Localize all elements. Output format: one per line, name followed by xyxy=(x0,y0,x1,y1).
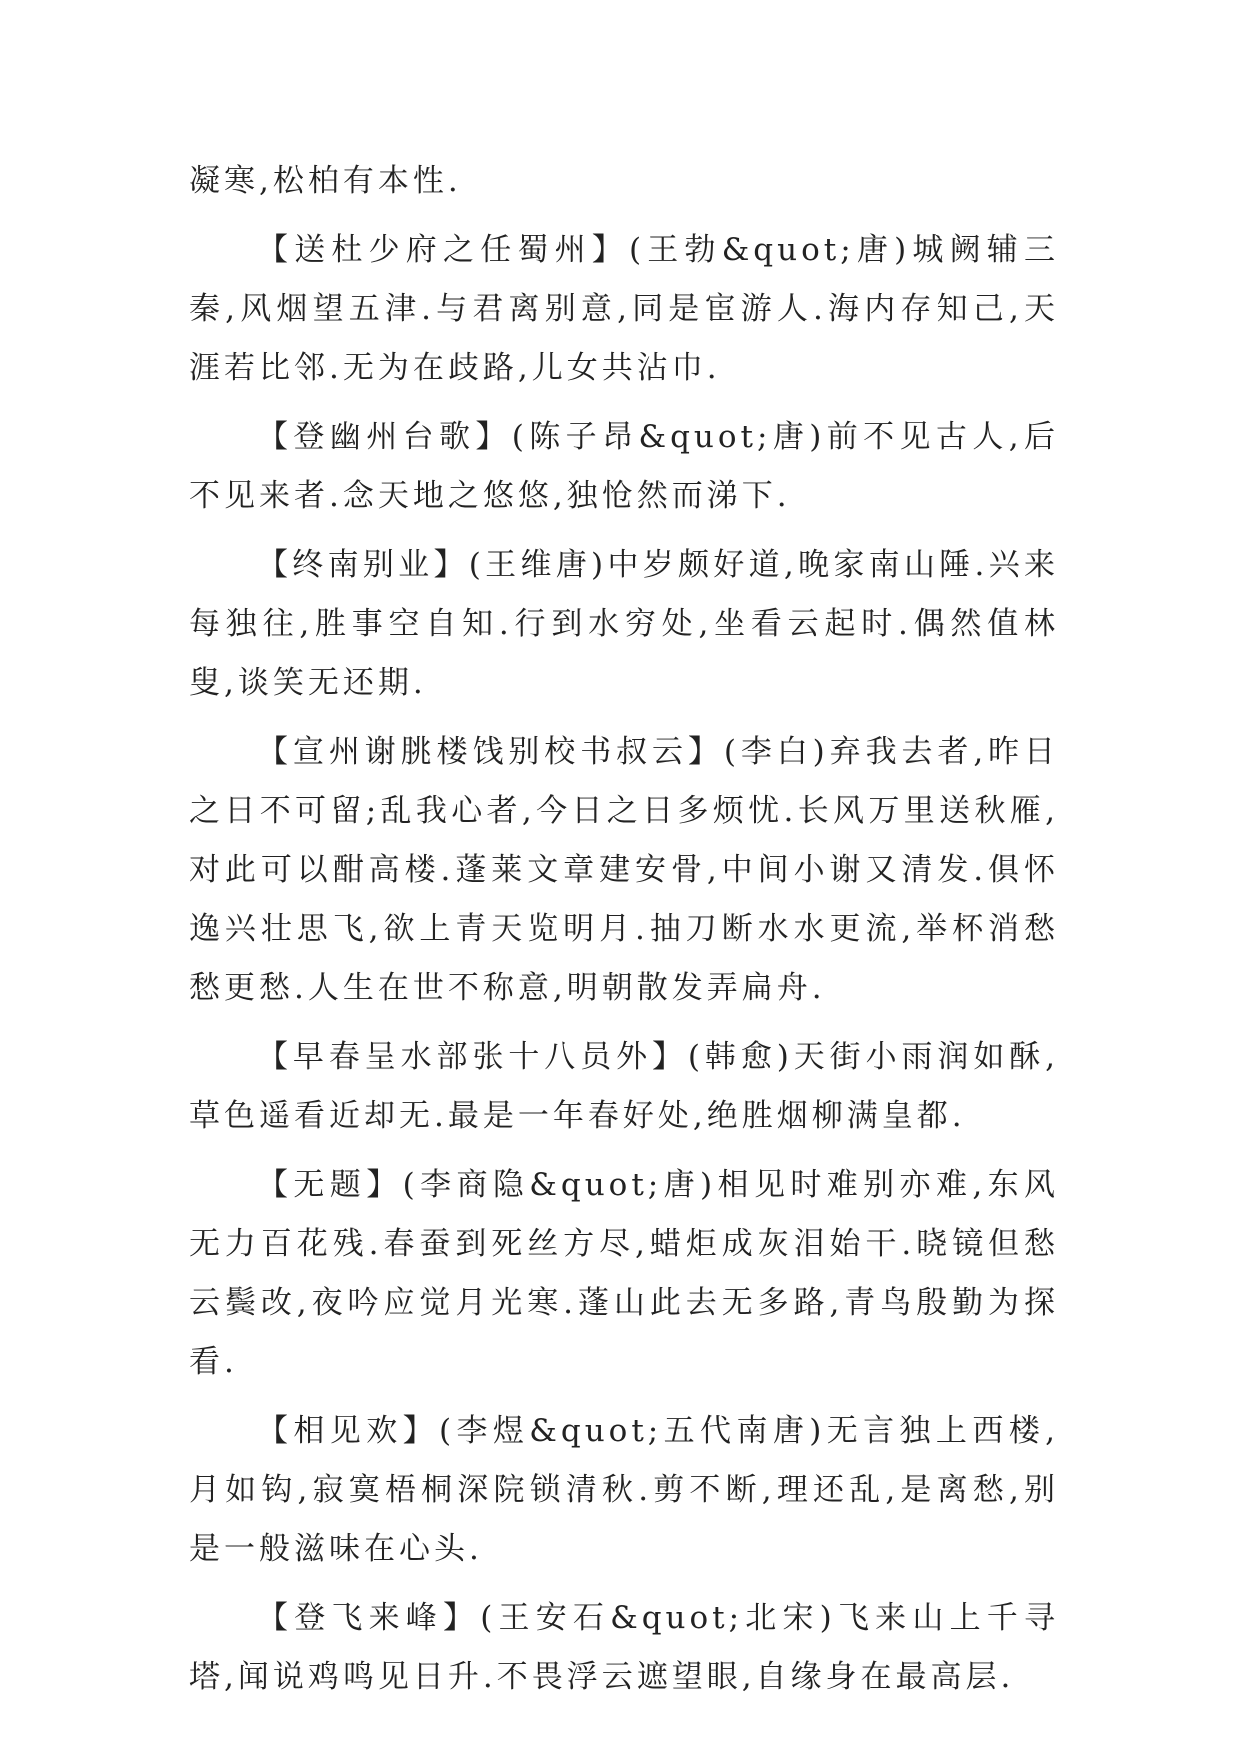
poem-heading: 【相见欢】(李煜&quot;五代南唐) xyxy=(257,1413,826,1449)
poem-text: 无言独上西楼,月如钩,寂寞梧桐深院锁清秋.剪不断,理还乱,是离愁,别是一般滋味在心头. xyxy=(189,1413,1059,1567)
poem-text: 天街小雨润如酥,草色遥看近却无.最是一年春好处,绝胜烟柳满皇都. xyxy=(189,1039,1060,1134)
poem-heading: 【送杜少府之任蜀州】(王勃&quot;唐) xyxy=(257,232,911,268)
poem-heading: 【早春呈水部张十八员外】(韩愈) xyxy=(257,1039,793,1075)
poem-text: 相见时难别亦难,东风无力百花残.春蚕到死丝方尽,蜡炬成灰泪始干.晓镜但愁云鬓改,夜吟应觉月光寒.蓬山此去无多路,青鸟殷勤为探看. xyxy=(189,1167,1059,1380)
document-body xyxy=(189,152,1059,1717)
poem-deng-youzhou-tai-ge xyxy=(189,408,1059,526)
poem-heading: 【终南别业】(王维唐) xyxy=(257,547,608,583)
poem-deng-feilai-feng xyxy=(189,1589,1059,1707)
poem-text: 飞来山上千寻塔,闻说鸡鸣见日升.不畏浮云遮望眼,自缘身在最高层. xyxy=(189,1600,1059,1695)
poem-heading: 【无题】(李商隐&quot;唐) xyxy=(257,1167,717,1203)
poem-heading: 【登飞来峰】(王安石&quot;北宋) xyxy=(257,1600,836,1636)
poem-text: 城阙辅三秦,风烟望五津.与君离别意,同是宦游人.海内存知己,天涯若比邻.无为在歧路,儿女共沾巾. xyxy=(189,232,1059,386)
poem-xiangjianhuan xyxy=(189,1402,1059,1579)
poem-zhongnan-bieye xyxy=(189,536,1059,713)
poem-xuanzhou-xietiao-lou xyxy=(189,723,1059,1018)
poem-text: 中岁颇好道,晚家南山陲.兴来每独往,胜事空自知.行到水穷处,坐看云起时.偶然值林叟,谈笑无还期. xyxy=(189,547,1060,701)
poem-song-du-shaofu xyxy=(189,221,1059,398)
poem-zaochun-cheng-shuibu xyxy=(189,1028,1059,1146)
poem-text: 前不见古人,后不见来者.念天地之悠悠,独怆然而涕下. xyxy=(189,419,1059,514)
poem-wuti xyxy=(189,1156,1059,1392)
poem-heading: 【登幽州台歌】(陈子昂&quot;唐) xyxy=(257,419,826,455)
opening-line: 凝寒,松柏有本性. xyxy=(189,163,462,199)
poem-heading: 【宣州谢朓楼饯别校书叔云】(李白) xyxy=(257,734,829,770)
poem-text: 弃我去者,昨日之日不可留;乱我心者,今日之日多烦忧.长风万里送秋雁,对此可以酣高楼.蓬莱文章建安骨,中间小谢又清发.俱怀逸兴壮思飞,欲上青天览明月.抽刀断水水更流,举杯消愁愁更愁.人生在世不称意,明朝散发弄扁舟. xyxy=(189,734,1059,1006)
